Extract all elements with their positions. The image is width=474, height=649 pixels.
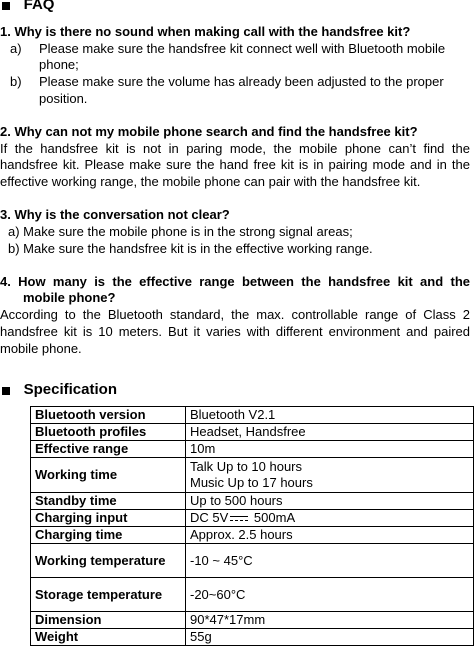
- spec-label: Working temperature: [31, 544, 186, 578]
- faq-answer-1b-line1: Please make sure the volume has already been adjusted to the proper: [39, 74, 444, 89]
- spec-value: Bluetooth V2.1: [186, 407, 474, 424]
- spec-label: Dimension: [31, 612, 186, 629]
- spec-value: 55g: [186, 629, 474, 646]
- table-row: [31, 458, 474, 493]
- spec-heading: [2, 381, 117, 398]
- table-row: [31, 424, 474, 441]
- spec-title: Specification: [23, 381, 117, 398]
- spec-value: [186, 458, 474, 493]
- faq-title: FAQ: [23, 0, 55, 13]
- table-row: [31, 493, 474, 510]
- table-row: [31, 629, 474, 646]
- faq-heading: [2, 0, 54, 13]
- spec-value-suffix: 500mA: [253, 510, 296, 525]
- spec-value: -20~60°C: [186, 578, 474, 612]
- faq-answer-4-line2: handsfree kit is 10 meters. But it varies with different environment and paired: [0, 324, 470, 339]
- spec-value: Up to 500 hours: [186, 493, 474, 510]
- faq-question-4-line2: mobile phone?: [23, 290, 116, 305]
- spec-label: Charging input: [31, 510, 186, 527]
- dc-symbol-icon: [230, 516, 248, 522]
- spec-table: [30, 406, 474, 646]
- spec-value: Approx. 2.5 hours: [186, 527, 474, 544]
- table-row: [31, 407, 474, 424]
- spec-value-prefix: DC 5V: [190, 510, 229, 525]
- table-row: [31, 510, 474, 527]
- square-bullet-icon: [2, 2, 10, 10]
- faq-answer-1a-line2: phone;: [39, 57, 79, 72]
- spec-value: Headset, Handsfree: [186, 424, 474, 441]
- spec-value-line: Music Up to 17 hours: [190, 475, 313, 490]
- table-row: [31, 441, 474, 458]
- faq-answer-2-line3: effective working range, the mobile phone can pair with the handsfree kit.: [0, 174, 421, 189]
- faq-answer-4-line3: mobile phone.: [0, 341, 82, 356]
- faq-answer-2-line2: handsfree kit. Please make sure the hand free kit is in pairing mode and in the: [0, 157, 470, 172]
- faq-answer-4-line1: According to the Bluetooth standard, the max. controllable range of Class 2: [0, 307, 470, 322]
- faq-question-2: 2. Why can not my mobile phone search and find the handsfree kit?: [0, 124, 418, 139]
- spec-value: [186, 510, 474, 527]
- list-marker: b): [10, 74, 22, 89]
- faq-answer-2-line1: If the handsfree kit is not in paring mode, the mobile phone can’t find the: [0, 141, 470, 156]
- spec-value: 10m: [186, 441, 474, 458]
- spec-label: Standby time: [31, 493, 186, 510]
- table-row: [31, 612, 474, 629]
- spec-value: -10 ~ 45°C: [186, 544, 474, 578]
- spec-value-line: Talk Up to 10 hours: [190, 459, 303, 474]
- faq-question-4-line1: 4. How many is the effective range between the handsfree kit and the: [0, 274, 470, 289]
- spec-label: Bluetooth profiles: [31, 424, 186, 441]
- spec-label: Effective range: [31, 441, 186, 458]
- faq-question-3: 3. Why is the conversation not clear?: [0, 207, 230, 222]
- spec-label: Bluetooth version: [31, 407, 186, 424]
- faq-answer-3a: a) Make sure the mobile phone is in the strong signal areas;: [8, 224, 353, 239]
- faq-question-1: 1. Why is there no sound when making call with the handsfree kit?: [0, 24, 411, 39]
- square-bullet-icon: [2, 387, 10, 395]
- spec-label: Weight: [31, 629, 186, 646]
- spec-label: Storage temperature: [31, 578, 186, 612]
- faq-answer-3b: b) Make sure the handsfree kit is in the effective working range.: [8, 241, 373, 256]
- faq-answer-1a-line1: Please make sure the handsfree kit connect well with Bluetooth mobile: [39, 41, 446, 56]
- spec-label: Charging time: [31, 527, 186, 544]
- spec-label: Working time: [31, 458, 186, 493]
- table-row: [31, 578, 474, 612]
- faq-answer-1b-line2: position.: [39, 91, 88, 106]
- table-row: [31, 527, 474, 544]
- table-row: [31, 544, 474, 578]
- list-marker: a): [10, 41, 22, 56]
- spec-value: 90*47*17mm: [186, 612, 474, 629]
